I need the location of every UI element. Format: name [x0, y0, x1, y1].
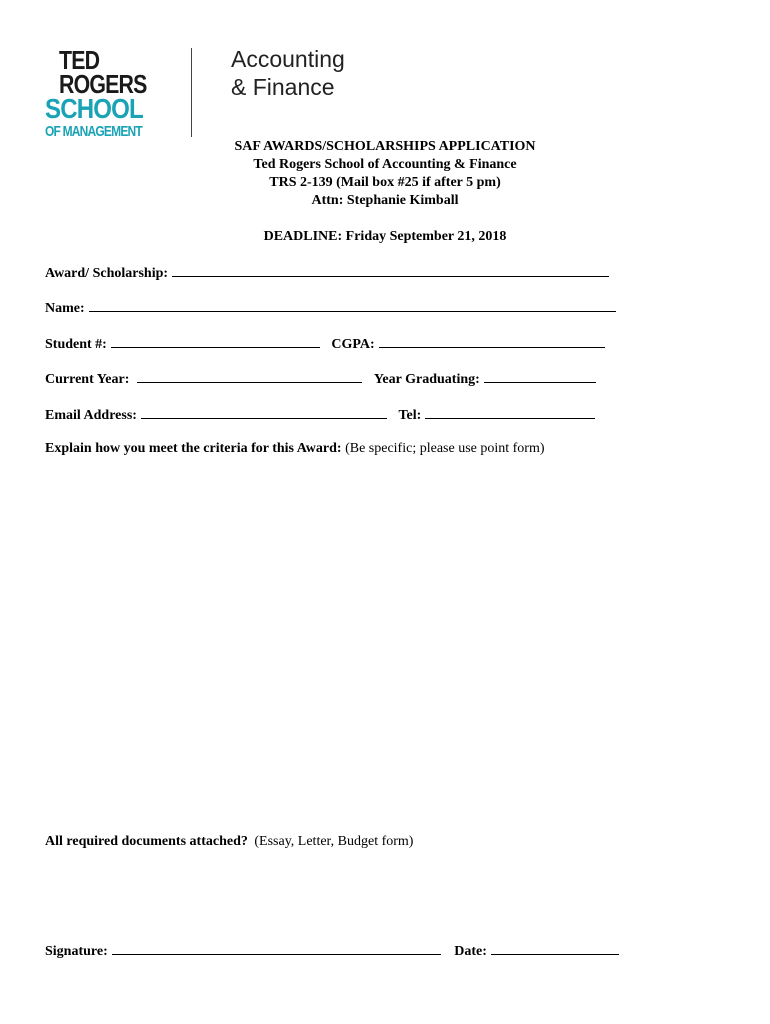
school-name: Ted Rogers School of Accounting & Finance [253, 157, 517, 172]
name-row [45, 299, 616, 317]
logo-line-2: ROGERS [59, 69, 147, 99]
award-field[interactable] [172, 264, 609, 277]
student-number-label: Student #: [45, 337, 107, 352]
room-info: TRS 2-139 (Mail box #25 if after 5 pm) [269, 175, 501, 190]
student-row [45, 335, 605, 353]
award-label: Award/ Scholarship: [45, 266, 169, 281]
deadline: DEADLINE: Friday September 21, 2018 [263, 229, 507, 244]
attention-line: Attn: Stephanie Kimball [311, 193, 459, 208]
tel-field[interactable] [425, 406, 595, 419]
current-year-label: Current Year: [45, 372, 130, 387]
current-year-field[interactable] [137, 370, 362, 383]
year-row [45, 370, 596, 388]
email-row [45, 406, 595, 424]
form-title: SAF AWARDS/SCHOLARSHIPS APPLICATION [234, 139, 536, 154]
ted-rogers-logo [45, 47, 166, 139]
signature-field[interactable] [112, 942, 441, 955]
explain-note: (Be specific; please use point form) [345, 441, 545, 456]
logo-line-4: OF MANAGEMENT [45, 123, 142, 140]
department-logo [231, 45, 345, 101]
signature-row [45, 942, 619, 960]
explain-row [45, 441, 545, 457]
documents-row [45, 834, 413, 850]
tel-label: Tel: [398, 408, 422, 423]
email-label: Email Address: [45, 408, 137, 423]
explain-label: Explain how you meet the criteria for this Award: [45, 441, 342, 456]
name-label: Name: [45, 301, 85, 316]
date-label: Date: [454, 944, 487, 959]
logo-divider [191, 48, 192, 137]
name-field[interactable] [89, 299, 616, 312]
award-row [45, 264, 609, 282]
logo-line-1: TED [59, 45, 100, 75]
signature-label: Signature: [45, 944, 108, 959]
dept-line-1: Accounting [231, 46, 345, 72]
date-field[interactable] [491, 942, 619, 955]
documents-note: (Essay, Letter, Budget form) [254, 834, 414, 849]
form-header [0, 138, 770, 210]
cgpa-field[interactable] [379, 335, 605, 348]
email-field[interactable] [141, 406, 387, 419]
dept-line-2: & Finance [231, 74, 335, 100]
cgpa-label: CGPA: [331, 337, 375, 352]
explanation-area[interactable] [45, 465, 620, 825]
student-number-field[interactable] [111, 335, 320, 348]
logo-line-3: SCHOOL [45, 93, 143, 124]
year-graduating-field[interactable] [484, 370, 596, 383]
documents-label: All required documents attached? [45, 834, 248, 849]
year-graduating-label: Year Graduating: [373, 372, 480, 387]
